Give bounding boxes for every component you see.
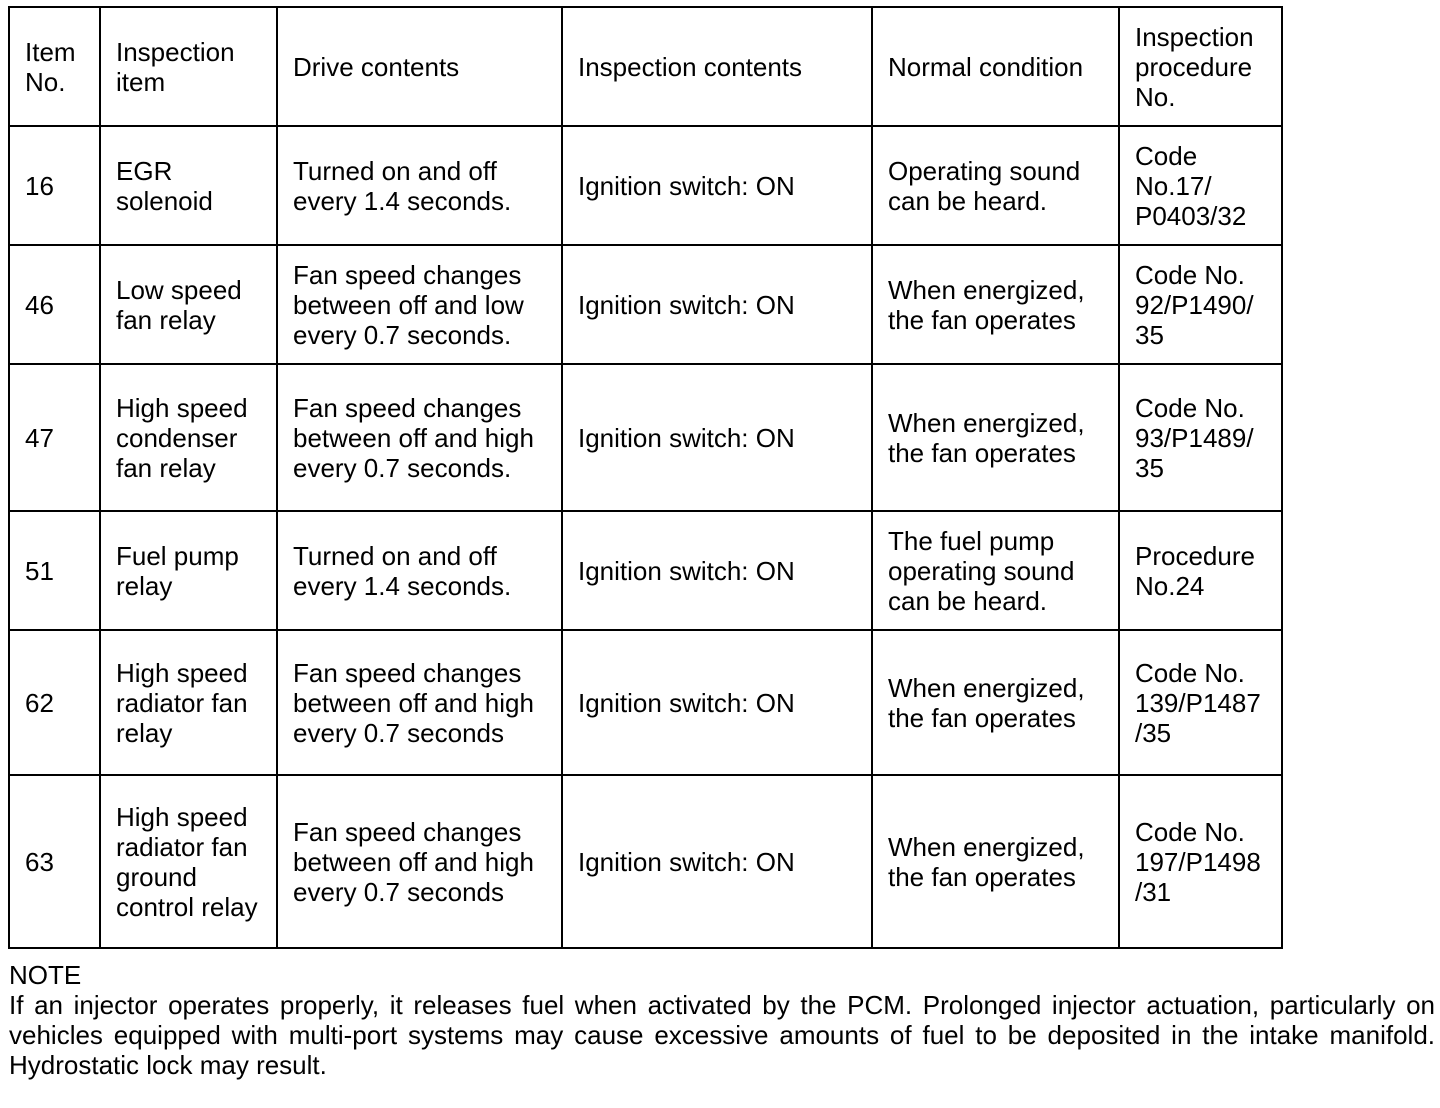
cell-inspection-contents: Ignition switch: ON <box>562 511 872 630</box>
cell-item-no: 63 <box>9 775 100 948</box>
cell-drive-contents: Turned on and off every 1.4 seconds. <box>277 126 562 245</box>
header-inspection-contents: Inspection contents <box>562 7 872 126</box>
cell-normal-condition: When energized, the fan operates <box>872 775 1119 948</box>
cell-normal-condition: When energized, the fan operates <box>872 364 1119 511</box>
cell-normal-condition: When energized, the fan operates <box>872 245 1119 364</box>
header-inspection-item: Inspection item <box>100 7 277 126</box>
table-row <box>9 630 1282 775</box>
cell-inspection-contents: Ignition switch: ON <box>562 126 872 245</box>
header-procedure-no: Inspection procedure No. <box>1119 7 1282 126</box>
cell-inspection-item: High speed radiator fan relay <box>100 630 277 775</box>
cell-procedure-no: Code No. 92/P1490/ 35 <box>1119 245 1282 364</box>
cell-procedure-no: Code No. 93/P1489/ 35 <box>1119 364 1282 511</box>
note-block <box>9 960 1435 1080</box>
cell-item-no: 51 <box>9 511 100 630</box>
cell-procedure-no: Code No. 139/P1487 /35 <box>1119 630 1282 775</box>
cell-drive-contents: Fan speed changes between off and low every 0.7 seconds. <box>277 245 562 364</box>
cell-drive-contents: Fan speed changes between off and high every 0.7 seconds <box>277 630 562 775</box>
table-row <box>9 126 1282 245</box>
cell-normal-condition: When energized, the fan operates <box>872 630 1119 775</box>
note-text: If an injector operates properly, it releases fuel when activated by the PCM. Prolonged injector actuation, particularly on vehicles equipped with multi-port systems may cause excessive amounts of fuel to be deposited in the intake manifold. Hydrostatic lock may result. <box>9 990 1435 1080</box>
cell-normal-condition: Operating sound can be heard. <box>872 126 1119 245</box>
cell-inspection-item: EGR solenoid <box>100 126 277 245</box>
cell-item-no: 16 <box>9 126 100 245</box>
cell-procedure-no: Code No.17/ P0403/32 <box>1119 126 1282 245</box>
cell-inspection-contents: Ignition switch: ON <box>562 775 872 948</box>
table-header-row <box>9 7 1282 126</box>
note-title: NOTE <box>9 960 82 990</box>
cell-inspection-item: Fuel pump relay <box>100 511 277 630</box>
cell-inspection-contents: Ignition switch: ON <box>562 245 872 364</box>
header-drive-contents: Drive contents <box>277 7 562 126</box>
cell-inspection-contents: Ignition switch: ON <box>562 364 872 511</box>
table-row <box>9 775 1282 948</box>
cell-inspection-item: Low speed fan relay <box>100 245 277 364</box>
cell-inspection-item: High speed radiator fan ground control relay <box>100 775 277 948</box>
table-row <box>9 245 1282 364</box>
cell-drive-contents: Fan speed changes between off and high every 0.7 seconds. <box>277 364 562 511</box>
cell-item-no: 62 <box>9 630 100 775</box>
cell-item-no: 47 <box>9 364 100 511</box>
cell-inspection-contents: Ignition switch: ON <box>562 630 872 775</box>
cell-inspection-item: High speed condenser fan relay <box>100 364 277 511</box>
cell-drive-contents: Fan speed changes between off and high every 0.7 seconds <box>277 775 562 948</box>
cell-normal-condition: The fuel pump operating sound can be heard. <box>872 511 1119 630</box>
cell-drive-contents: Turned on and off every 1.4 seconds. <box>277 511 562 630</box>
inspection-table <box>8 6 1283 949</box>
header-item-no: Item No. <box>9 7 100 126</box>
header-normal-condition: Normal condition <box>872 7 1119 126</box>
table-row <box>9 511 1282 630</box>
cell-procedure-no: Procedure No.24 <box>1119 511 1282 630</box>
cell-procedure-no: Code No. 197/P1498 /31 <box>1119 775 1282 948</box>
table-row <box>9 364 1282 511</box>
cell-item-no: 46 <box>9 245 100 364</box>
